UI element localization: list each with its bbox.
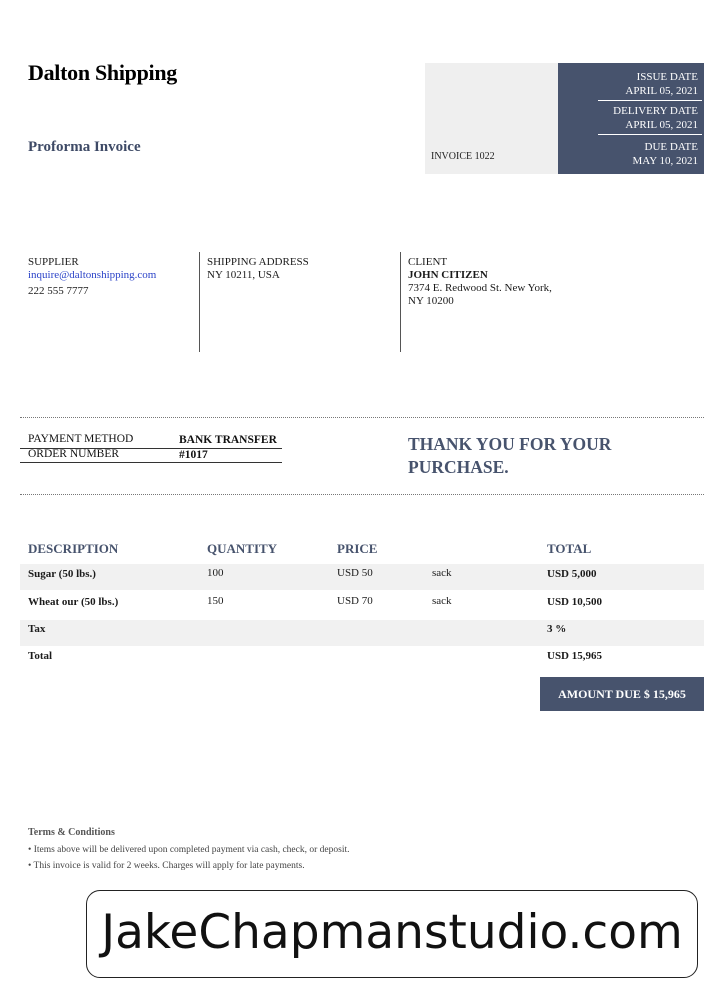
- total-label: Total: [28, 650, 53, 662]
- column-divider: [400, 252, 401, 352]
- client-block: [408, 256, 552, 308]
- payment-method-value: BANK TRANSFER: [179, 434, 277, 446]
- client-address-line-2: NY 10200: [408, 295, 454, 307]
- order-number-label: ORDER NUMBER: [28, 448, 120, 460]
- order-number-value: #1017: [179, 449, 208, 461]
- terms-item: • This invoice is valid for 2 weeks. Charges will apply for late payments.: [28, 861, 305, 871]
- row-quantity: 150: [207, 595, 224, 607]
- due-date: MAY 10, 2021: [632, 155, 698, 167]
- supplier-block: [28, 256, 156, 298]
- terms-item: • Items above will be delivered upon completed payment via cash, check, or deposit.: [28, 845, 350, 855]
- client-address-line-1: 7374 E. Redwood St. New York,: [408, 282, 552, 294]
- row-price: USD 70: [337, 595, 373, 607]
- row-quantity: 100: [207, 567, 224, 579]
- row-price: USD 50: [337, 567, 373, 579]
- issue-date-label: ISSUE DATE: [636, 71, 698, 83]
- header-price: PRICE: [337, 541, 378, 556]
- supplier-email[interactable]: inquire@daltonshipping.com: [28, 269, 157, 281]
- header-quantity: QUANTITY: [207, 541, 278, 556]
- shipping-block: [207, 256, 309, 282]
- dates-panel: [558, 63, 704, 174]
- document-type: Proforma Invoice: [28, 139, 141, 155]
- tax-row: [20, 620, 704, 646]
- column-divider: [199, 252, 200, 352]
- client-name: JOHN CITIZEN: [408, 269, 488, 281]
- dates-divider: [598, 134, 702, 135]
- row-description: Wheat our (50 lbs.): [28, 596, 119, 608]
- watermark-banner: JakeChapmanstudio.com: [86, 890, 698, 978]
- company-name: Dalton Shipping: [28, 60, 177, 85]
- total-value: USD 15,965: [547, 650, 603, 662]
- section-divider: [20, 417, 704, 418]
- amount-due-badge: AMOUNT DUE $ 15,965: [540, 677, 704, 711]
- supplier-label: SUPPLIER: [28, 256, 79, 268]
- row-description: Sugar (50 lbs.): [28, 568, 96, 580]
- shipping-address: NY 10211, USA: [207, 269, 280, 281]
- header-description: DESCRIPTION: [28, 541, 119, 556]
- payment-rule: [20, 462, 282, 463]
- row-unit: sack: [432, 595, 452, 607]
- tax-label: Tax: [28, 623, 46, 635]
- thank-you-message: THANK YOU FOR YOUR PURCHASE.: [408, 434, 612, 477]
- issue-date: APRIL 05, 2021: [625, 85, 698, 97]
- row-total: USD 5,000: [547, 568, 597, 580]
- due-date-label: DUE DATE: [644, 141, 698, 153]
- dates-divider: [598, 100, 702, 101]
- row-unit: sack: [432, 567, 452, 579]
- shipping-label: SHIPPING ADDRESS: [207, 256, 309, 268]
- header-total: TOTAL: [547, 541, 592, 556]
- section-divider: [20, 494, 704, 495]
- tax-value: 3 %: [547, 623, 567, 635]
- terms-title: Terms & Conditions: [28, 827, 115, 838]
- client-label: CLIENT: [408, 256, 448, 268]
- row-total: USD 10,500: [547, 596, 603, 608]
- delivery-date-label: DELIVERY DATE: [613, 105, 698, 117]
- payment-method-label: PAYMENT METHOD: [28, 433, 134, 445]
- delivery-date: APRIL 05, 2021: [625, 119, 698, 131]
- invoice-number: INVOICE 1022: [431, 151, 495, 162]
- supplier-phone: 222 555 7777: [28, 285, 89, 297]
